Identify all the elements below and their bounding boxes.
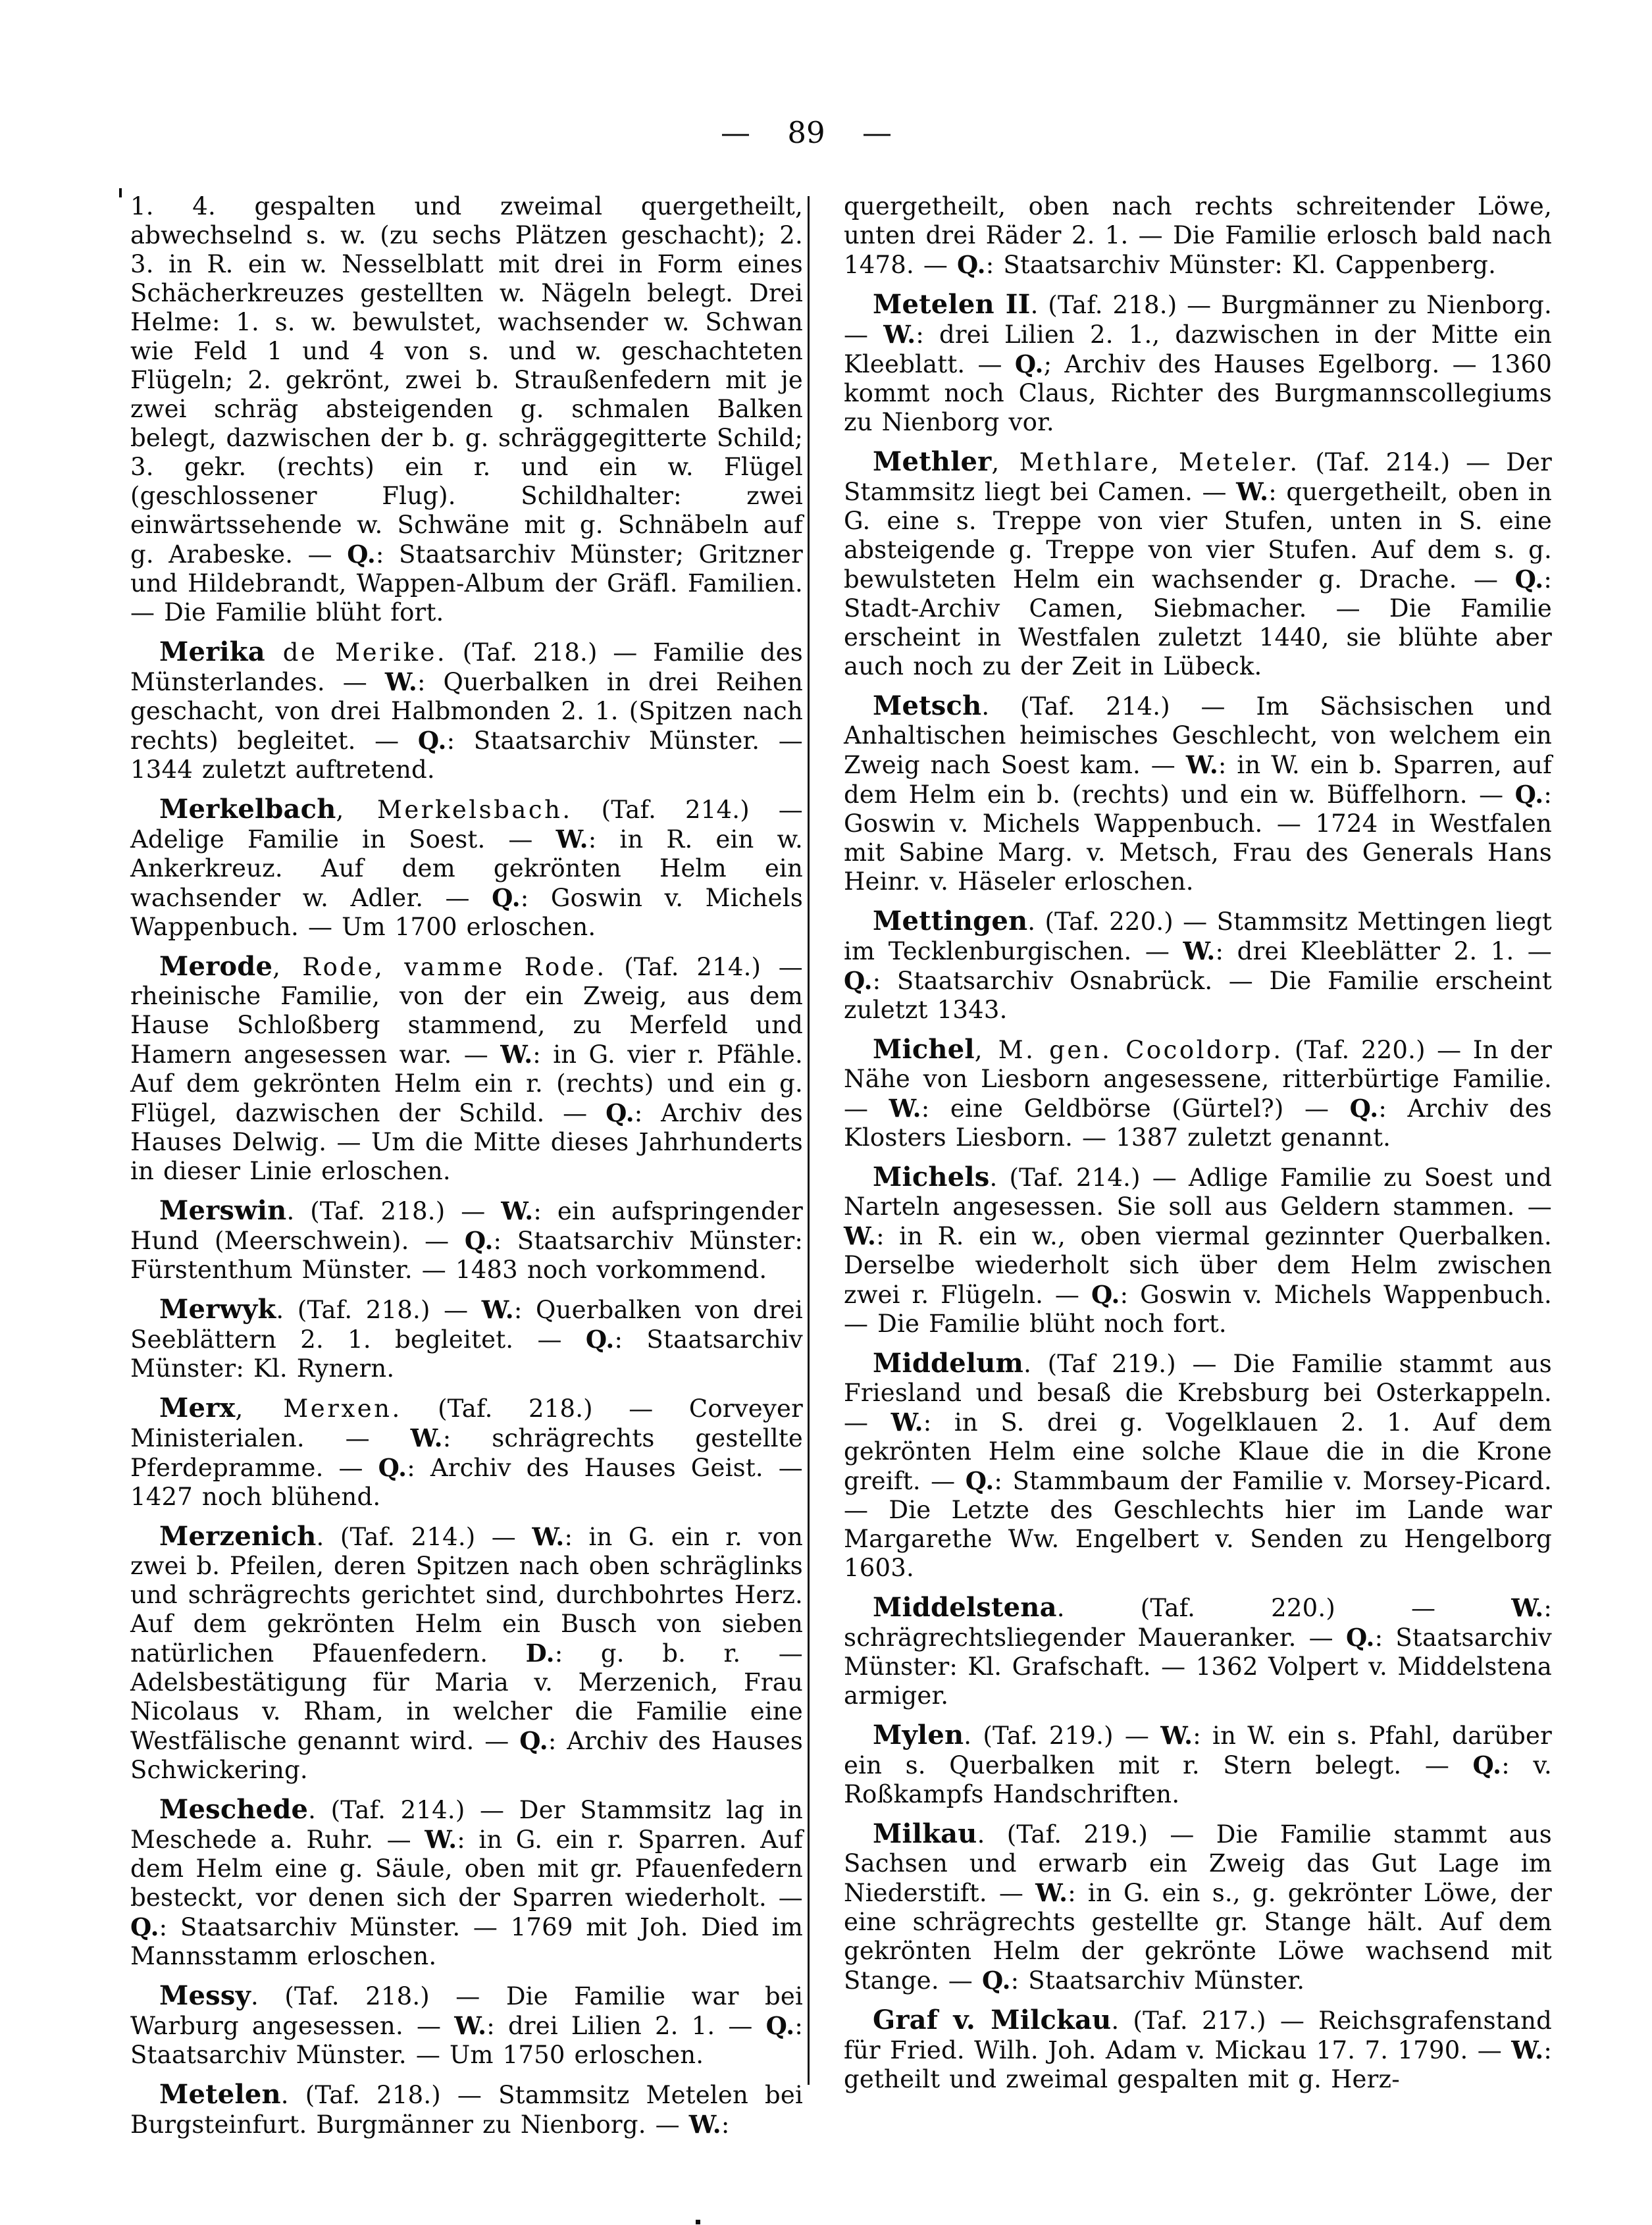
siglum: W. — [454, 2011, 487, 2040]
entry-merode: Merode, Rode, vamme Rode. (Taf. 214.) — rheinische Familie, von der ein Zweig, aus dem Hause Schloßberg stammend, zu Merfeld und Hamern angesessen war. — W.: in G. vier r. Pfähle. Auf dem gekrönten Helm ein r. (rechts) und ein g. Flügel, dazwischen der Schild. — Q.: Archiv des Hauses Delwig. — Um die Mitte dieses Jahrhunderts in dieser Linie erloschen. — [130, 951, 804, 1185]
siglum: W. — [844, 1221, 877, 1250]
siglum: W. — [384, 667, 417, 696]
siglum: Q. — [765, 2011, 795, 2040]
siglum: W. — [1183, 936, 1216, 965]
family-name: Metelen — [159, 2079, 281, 2110]
siglum: Q. — [1472, 1751, 1502, 1779]
siglum: W. — [501, 1196, 534, 1225]
siglum: Q. — [519, 1726, 548, 1755]
family-name: Merika — [159, 636, 265, 667]
siglum: Q. — [464, 1226, 494, 1255]
siglum: Q. — [1014, 349, 1044, 378]
siglum: Q. — [130, 1912, 159, 1941]
siglum: Q. — [378, 1453, 407, 1482]
siglum: W. — [891, 1408, 923, 1437]
siglum: W. — [1511, 2035, 1544, 2064]
entry-graf-v-milckau: Graf v. Milckau. (Taf. 217.) — Reichsgrafenstand für Fried. Wilh. Joh. Adam v. Mickau 17. 7. 1790. — W.: getheilt und zweimal gespalten mit g. Herz- — [844, 2005, 1552, 2093]
family-name: Milkau — [873, 1818, 977, 1849]
siglum: W. — [883, 320, 916, 349]
family-name: Mylen — [873, 1720, 964, 1751]
header-dash-left: — — [721, 115, 751, 150]
family-name-variants: , Merkelsbach. — [336, 796, 573, 824]
siglum: W. — [425, 1825, 457, 1854]
entry-merx: Merx, Merxen. (Taf. 218.) — Corveyer Ministerialen. — W.: schrägrechts gestellte Pferdepramme. — Q.: Archiv des Hauses Geist. — 1427 noch blühend. — [130, 1393, 803, 1511]
entry-mettingen: Mettingen. (Taf. 220.) — Stammsitz Mettingen liegt im Tecklenburgischen. — W.: drei Kleeblätter 2. 1. — Q.: Staatsarchiv Osnabrück. — Die Familie erscheint zuletzt 1343. — [844, 906, 1552, 1024]
entry-metsch: Metsch. (Taf. 214.) — Im Sächsischen und Anhaltischen heimisches Geschlecht, von welchem ein Zweig nach Soest kam. — W.: in W. ein b. Sparren, auf dem Helm ein b. (rechts) und ein w. Büffelhorn. — Q.: Goswin v. Michels Wappenbuch. — 1724 in Westfalen mit Sabine Marg. v. Metsch, Frau des Generals Hans Heinr. v. Häseler erloschen. — [844, 690, 1552, 896]
siglum: W. — [889, 1094, 921, 1123]
family-name: Metsch — [873, 690, 982, 721]
siglum: Q. — [844, 966, 873, 995]
siglum: W. — [481, 1295, 514, 1324]
family-name: Michel — [873, 1034, 975, 1065]
entry-messy: Messy. (Taf. 218.) — Die Familie war bei Warburg angesessen. — W.: drei Lilien 2. 1. — Q.: Staatsarchiv Münster. — Um 1750 erloschen. — [130, 1980, 804, 2069]
family-name: Merwyk — [159, 1294, 276, 1325]
entry-mylen: Mylen. (Taf. 219.) — W.: in W. ein s. Pfahl, darüber ein s. Querbalken mit r. Stern belegt. — Q.: v. Roßkampfs Handschriften. — [844, 1720, 1552, 1808]
siglum: Q. — [606, 1098, 634, 1127]
family-name-variants: , M. gen. Cocoldorp. — [974, 1036, 1283, 1064]
entry-michel: Michel, M. gen. Cocoldorp. (Taf. 220.) — In der Nähe von Liesborn angesessene, ritterbürtige Familie. — W.: eine Geldbörse (Gürtel?) — Q.: Archiv des Klosters Liesborn. — 1387 zuletzt genannt. — [844, 1034, 1552, 1152]
siglum: Q. — [1091, 1280, 1120, 1309]
entry-middelstena: Middelstena. (Taf. 220.) — W.: schrägrechtsliegender Maueranker. — Q.: Staatsarchiv Münster: Kl. Grafschaft. — 1362 Volpert v. Middelstena armiger. — [844, 1592, 1552, 1710]
siglum: Q. — [965, 1466, 994, 1495]
entry-metelen-ii: Metelen II. (Taf. 218.) — Burgmänner zu Nienborg. — W.: drei Lilien 2. 1., dazwischen in der Mitte ein Kleeblatt. — Q.; Archiv des Hauses Egelborg. — 1360 kommt noch Claus, Richter des Burgmannscollegiums zu Nienborg vor. — [844, 289, 1553, 436]
family-name: Graf v. Milckau — [873, 2005, 1112, 2035]
family-name: Mettingen — [873, 906, 1028, 936]
family-name-variants: , Methlare, Meteler. — [991, 448, 1300, 476]
entry-merzenich: Merzenich. (Taf. 214.) — W.: in G. ein r. von zwei b. Pfeilen, deren Spitzen nach oben schräglinks und schrägrechts gerichtet sind, durchbohrtes Herz. Auf dem gekrönten Helm ein Busch von sieben natürlichen Pfauenfedern. D.: g. b. r. — Adelsbestätigung für Maria v. Merzenich, Frau Nicolaus v. Rham, in welcher die Familie eine Westfälische genannt wird. — Q.: Archiv des Hauses Schwickering. — [130, 1521, 804, 1784]
scan-speck — [119, 188, 122, 197]
family-name: Meschede — [159, 1794, 309, 1825]
entry-milkau: Milkau. (Taf. 219.) — Die Familie stammt aus Sachsen und erwarb ein Zweig das Gut Lage im Niederstift. — W.: in G. ein s., g. gekrönter Löwe, der eine schrägrechts gestellte gr. Stange hält. Auf dem gekrönten Helm der gekrönte Löwe wachsend mit Stange. — Q.: Staatsarchiv Münster. — [844, 1818, 1552, 1995]
family-name: Merzenich — [159, 1521, 317, 1552]
family-name: Merkelbach — [159, 794, 336, 825]
family-name: Messy — [159, 1980, 251, 2011]
siglum: Q. — [347, 540, 376, 569]
column-divider — [808, 196, 810, 2085]
continuation-paragraph: 1. 4. gespalten und zweimal quergetheilt, abwechselnd s. w. (zu sechs Plätzen geschacht); 2. 3. in R. ein w. Nesselblatt mit drei in Form eines Schächerkreuzes gestellten w. Nägeln belegt. Drei Helme: 1. s. w. bewulstet, wachsender w. Schwan wie Feld 1 und 4 von s. und w. geschachteten Flügeln; 2. gekrönt, zwei b. Straußenfedern mit je zwei schräg absteigenden g. schmalen Balken belegt, dazwischen der b. g. schräggegitterte Schild; 3. gekr. (rechts) ein r. und ein w. Flügel (geschlossener Flug). Schildhalter: zwei einwärtssehende w. Schwäne mit g. Schnäbeln auf g. Arabeske. — Q.: Staatsarchiv Münster; Gritzner und Hildebrandt, Wappen-Album der Gräfl. Familien. — Die Familie blüht fort. — [130, 192, 803, 627]
siglum: W. — [500, 1040, 533, 1069]
siglum: Q. — [1514, 565, 1544, 594]
family-name-variants: de Merike. — [265, 638, 448, 667]
family-name: Merode — [159, 951, 273, 982]
family-name: Metelen II — [873, 289, 1031, 320]
entry-middelum: Middelum. (Taf 219.) — Die Familie stammt aus Friesland und besaß die Krebsburg bei Osterkappeln. — W.: in S. drei g. Vogelklauen 2. 1. Auf dem gekrönten Helm eine solche Klaue die in die Krone greift. — Q.: Stammbaum der Familie v. Morsey-Picard. — Die Letzte des Geschlechts hier im Lande war Margarethe Ww. Engelbert v. Senden zu Hengelborg 1603. — [844, 1348, 1552, 1582]
family-name-variants: , Rode, vamme Rode. — [272, 953, 607, 981]
family-name: Merswin — [159, 1195, 287, 1226]
siglum: Q. — [957, 250, 986, 279]
continuation-paragraph: quergetheilt, oben nach rechts schreitender Löwe, unten drei Räder 2. 1. — Die Familie erlosch bald nach 1478. — Q.: Staatsarchiv Münster: Kl. Cappenberg. — [844, 192, 1552, 279]
header-dash-right: — — [862, 115, 892, 150]
entry-michels: Michels. (Taf. 214.) — Adlige Familie zu Soest und Narteln angesessen. Sie soll aus Geldern stammen. — W.: in R. ein w., oben viermal gezinnter Querbalken. Derselbe wiederholt sich über dem Helm zwischen zwei r. Flügeln. — Q.: Goswin v. Michels Wappenbuch. — Die Familie blüht noch fort. — [844, 1162, 1552, 1338]
family-name: Methler — [873, 446, 992, 477]
page-header — [0, 116, 1613, 150]
siglum: Q. — [492, 883, 521, 912]
entry-meschede: Meschede. (Taf. 214.) — Der Stammsitz lag in Meschede a. Ruhr. — W.: in G. ein r. Sparren. Auf dem Helm eine g. Säule, oben mit gr. Pfauenfedern besteckt, vor denen sich der Sparren wiederholt. — Q.: Staatsarchiv Münster. — 1769 mit Joh. Died im Mannsstamm erloschen. — [130, 1794, 803, 1970]
family-name: Middelstena — [873, 1592, 1057, 1623]
siglum: W. — [410, 1423, 443, 1452]
family-name-variants: , Merxen. — [235, 1394, 402, 1423]
siglum: W. — [1185, 750, 1218, 779]
siglum: W. — [1035, 1878, 1068, 1907]
siglum: Q. — [1345, 1623, 1375, 1652]
siglum: Q. — [1514, 780, 1544, 809]
entry-merkelbach: Merkelbach, Merkelsbach. (Taf. 214.) — Adelige Familie in Soest. — W.: in R. ein w. Ankerkreuz. Auf dem gekrönten Helm ein wachsender w. Adler. — Q.: Goswin v. Michels Wappenbuch. — Um 1700 erloschen. — [130, 794, 804, 941]
entry-merswin: Merswin. (Taf. 218.) — W.: ein aufspringender Hund (Meerschwein). — Q.: Staatsarchiv Münster: Fürstenthum Münster. — 1483 noch vorkommend. — [130, 1195, 804, 1284]
siglum: W. — [555, 825, 588, 854]
siglum: W. — [532, 1522, 565, 1551]
left-column — [130, 192, 803, 2150]
siglum: W. — [1236, 477, 1269, 506]
entry-methler: Methler, Methlare, Meteler. (Taf. 214.) — Der Stammsitz liegt bei Camen. — W.: quergetheilt, oben in G. eine s. Treppe von vier Stufen, unten in S. eine absteigende g. Treppe von vier Stufen. Auf dem s. g. bewulsteten Helm ein wachsender g. Drache. — Q.: Stadt-Archiv Camen, Siebmacher. — Die Familie erscheint in Westfalen zuletzt 1440, sie blühte aber auch noch zu der Zeit in Lübeck. — [844, 446, 1552, 680]
entry-merika: Merika de Merike. (Taf. 218.) — Familie des Münsterlandes. — W.: Querbalken in drei Reihen geschacht, von drei Halbmonden 2. 1. (Spitzen nach rechts) begleitet. — Q.: Staatsarchiv Münster. — 1344 zuletzt auftretend. — [130, 636, 803, 784]
siglum: D. — [525, 1639, 555, 1668]
family-name: Michels — [873, 1162, 990, 1192]
siglum: Q. — [585, 1325, 615, 1354]
family-name: Middelum — [873, 1348, 1024, 1379]
siglum: W. — [688, 2110, 721, 2139]
page-number: 89 — [787, 115, 825, 150]
family-name: Merx — [159, 1393, 236, 1423]
right-column — [844, 192, 1552, 2105]
siglum: W. — [1160, 1721, 1193, 1750]
scan-speck — [696, 2220, 700, 2224]
siglum: Q. — [417, 726, 447, 755]
siglum: Q. — [981, 1966, 1011, 1995]
siglum: Q. — [1349, 1094, 1379, 1123]
entry-metelen: Metelen. (Taf. 218.) — Stammsitz Metelen bei Burgsteinfurt. Burgmänner zu Nienborg. — W.: — [130, 2079, 803, 2139]
siglum: W. — [1511, 1593, 1544, 1622]
entry-merwyk: Merwyk. (Taf. 218.) — W.: Querbalken von drei Seeblättern 2. 1. begleitet. — Q.: Staatsarchiv Münster: Kl. Rynern. — [130, 1294, 803, 1383]
